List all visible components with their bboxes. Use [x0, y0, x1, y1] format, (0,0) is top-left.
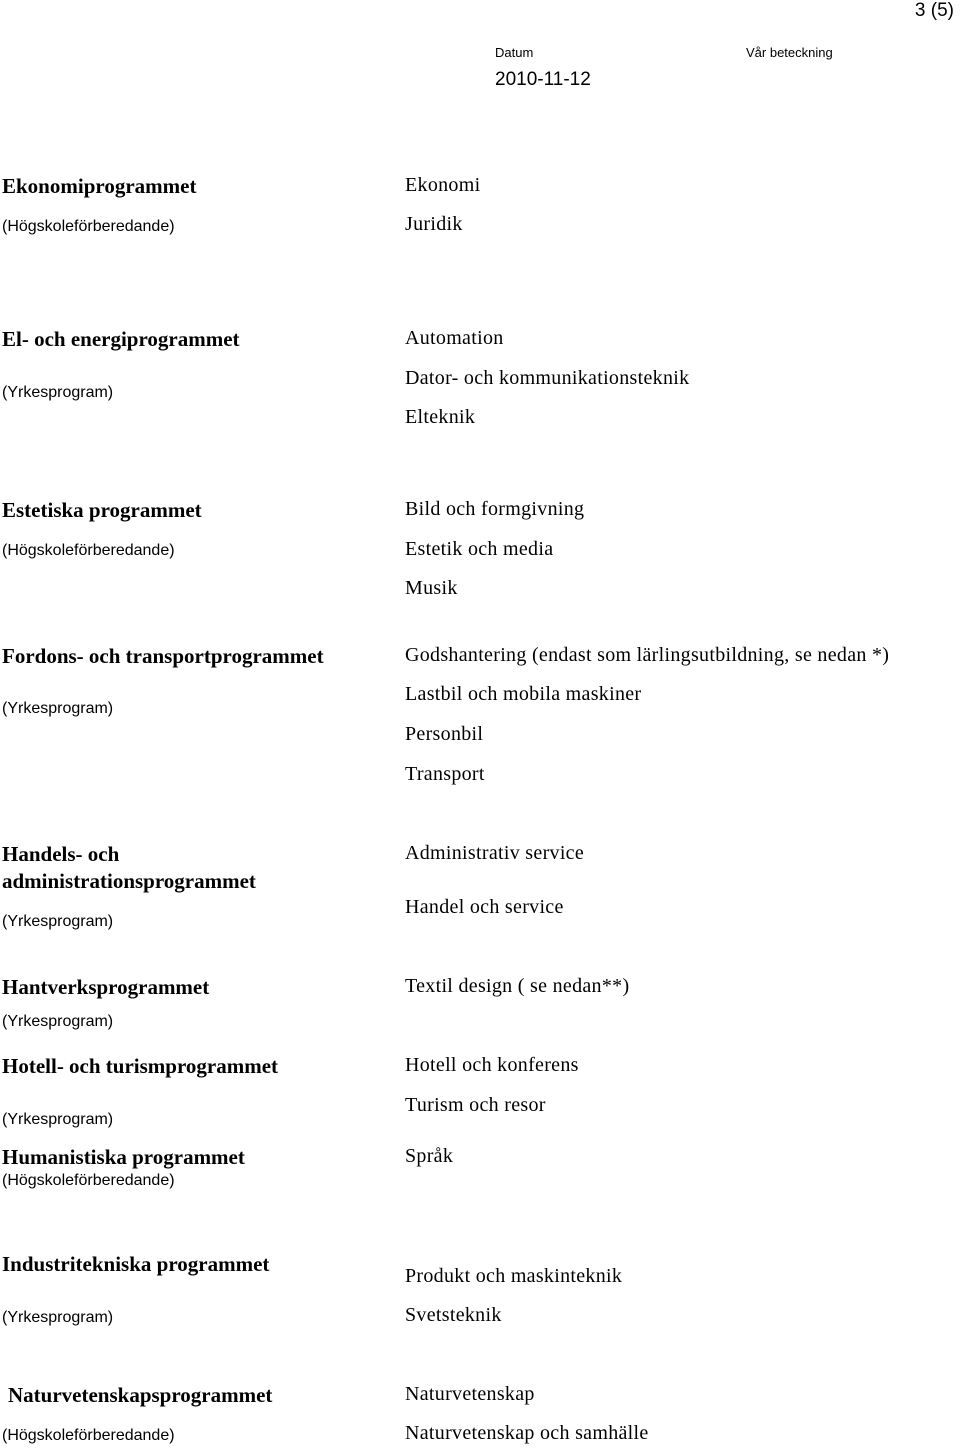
program-name: Fordons- och transportprogrammet	[2, 644, 324, 668]
specialization: Dator- och kommunikationsteknik	[405, 367, 690, 389]
page-number: 3 (5)	[914, 0, 954, 21]
specialization: Godshantering (endast som lärlingsutbildning, se nedan *)	[405, 644, 890, 666]
specialization: Textil design ( se nedan**)	[405, 975, 630, 997]
program-name: Hotell- och turismprogrammet	[2, 1054, 279, 1078]
specialization: Administrativ service	[405, 842, 585, 864]
date-value: 2010-11-12	[495, 69, 591, 90]
specialization: Musik	[405, 577, 458, 599]
specialization: Lastbil och mobila maskiner	[405, 683, 642, 705]
specialization: Turism och resor	[405, 1094, 546, 1116]
program-name: Industritekniska programmet	[2, 1252, 270, 1276]
specialization: Bild och formgivning	[405, 498, 585, 520]
program-name: Hantverksprogrammet	[2, 975, 210, 999]
program-type: (Högskoleförberedande)	[2, 218, 175, 235]
program-type: (Yrkesprogram)	[2, 384, 114, 401]
program-name: Humanistiska programmet	[2, 1145, 245, 1169]
specialization: Handel och service	[405, 896, 564, 918]
reference-label: Vår beteckning	[746, 45, 833, 60]
specialization: Estetik och media	[405, 538, 554, 560]
specialization: Automation	[405, 327, 504, 349]
program-type: (Yrkesprogram)	[2, 1111, 114, 1128]
date-label: Datum	[495, 45, 534, 60]
specialization: Personbil	[405, 723, 484, 745]
specialization: Naturvetenskap	[405, 1383, 535, 1405]
program-name: Ekonomiprogrammet	[2, 174, 197, 198]
specialization: Svetsteknik	[405, 1304, 502, 1326]
program-type: (Högskoleförberedande)	[2, 542, 175, 559]
specialization: Hotell och konferens	[405, 1054, 579, 1076]
specialization: Ekonomi	[405, 174, 481, 196]
specialization: Språk	[405, 1145, 454, 1167]
specialization: Elteknik	[405, 406, 476, 428]
program-name: Estetiska programmet	[2, 498, 202, 522]
specialization: Naturvetenskap och samhälle	[405, 1422, 649, 1444]
program-name: El- och energiprogrammet	[2, 327, 240, 351]
program-name: Naturvetenskapsprogrammet	[8, 1383, 273, 1407]
program-type: (Yrkesprogram)	[2, 913, 114, 930]
specialization: Juridik	[405, 213, 463, 235]
specialization: Transport	[405, 763, 485, 785]
program-type: (Yrkesprogram)	[2, 1013, 114, 1030]
program-name-line1: Handels- och	[2, 842, 120, 866]
program-type: (Högskoleförberedande)	[2, 1427, 175, 1444]
program-type: (Högskoleförberedande)	[2, 1172, 175, 1189]
program-type: (Yrkesprogram)	[2, 1309, 114, 1326]
specialization: Produkt och maskinteknik	[405, 1265, 623, 1287]
program-name-line2: administrationsprogrammet	[2, 869, 256, 893]
program-type: (Yrkesprogram)	[2, 700, 114, 717]
